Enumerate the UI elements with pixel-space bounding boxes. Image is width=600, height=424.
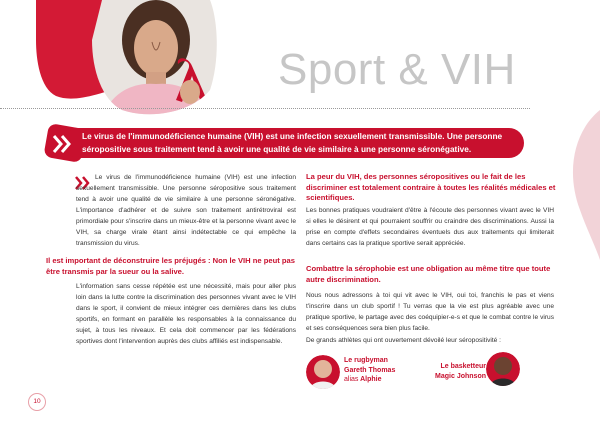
left-paragraph-2: L'information sans cesse répétée est une nécessité, mais pour aller plus loin dans la lutte contre la discrimination des personnes vivant avec le VIH dans le sport, il convient de mieux intégrer ces dernières dans les clubs sportifs, en formant en parallèle les responsables à la connaissance du sujet, à tous les niveaux. Et cela doit commencer par les fédérations sportives dont l'intervention auprès des clubs affiliés est indispensable.	[76, 283, 296, 345]
athlete-caption-2	[430, 362, 486, 381]
right-paragraph-3: De grands athlètes qui ont ouvertement dévoilé leur séropositivité :	[306, 337, 501, 344]
athlete-alias: Alphie	[360, 376, 382, 383]
right-heading-2: Combattre la sérophobie est une obligation au même titre que toute autre discrimination.	[306, 264, 551, 284]
left-heading: Il est important de déconstruire les préjugés : Non le VIH ne peut pas être transmis par la sueur ou la salive.	[46, 256, 295, 276]
portrait-photo	[92, 0, 220, 118]
athlete-name: Gareth Thomas	[344, 366, 396, 374]
right-heading-1: La peur du VIH, des personnes séropositives ou le fait de les discriminer est totalement contraire à toutes les réalités médicales et scientifiques.	[306, 172, 556, 202]
side-decoration	[555, 110, 600, 260]
banner-text: Le virus de l'immunodéficience humaine (VIH) est une infection sexuellement transmissible. Une personne séropositive sous traitement tend à avoir une qualité de vie similaire à une personne séronégative.	[82, 131, 503, 154]
avatar-gareth-thomas	[306, 355, 340, 389]
double-chevron-icon	[52, 134, 76, 154]
athlete-role: Le basketteur	[440, 363, 486, 370]
right-paragraph-2: Nous nous adressons à toi qui vit avec le VIH, oui toi, franchis le pas et viens t'inscrire dans un club sportif ! Tu verras que la vie est plus agréable avec une pratique sportive, le partage avec des coéquipier-e-s et que le combat contre le virus et ses conséquences sera bien plus facile.	[306, 292, 554, 332]
page-number: 10	[28, 393, 46, 411]
title-divider	[0, 108, 530, 109]
athlete-name: Magic Johnson	[435, 372, 486, 380]
left-paragraph-1: Le virus de l'immunodéficience humaine (VIH) est une infection sexuellement transmissible. Une personne séropositive sous traitement tend à avoir une qualité de vie similaire à une personne séronégative. L'importance d'adhérer et de suivre son traitement antirétroviral est primordiale pour s'inscrire dans un mieux-être et la personne vivant avec le VIH, sa charge virale étant ainsi indétectable ce qui empêche la transmission du virus.	[76, 174, 296, 247]
avatar-magic-johnson	[486, 352, 520, 386]
page-title: Sport & VIH	[278, 45, 516, 94]
athlete-caption-1	[344, 356, 424, 385]
athlete-role: Le rugbyman	[344, 357, 388, 364]
athlete-alias-prefix: alias	[344, 376, 359, 383]
right-paragraph-1: Les bonnes pratiques voudraient d'être à l'écoute des personnes vivant avec le VIH si elles le désirent et qui pourraient souffrir ou craindre des discriminations. Aussi la prise en compte d'effets secondaires éventuels dus aux traitements qui limiterait dans certains cas la pratique sportive serait appréciée.	[306, 207, 554, 247]
